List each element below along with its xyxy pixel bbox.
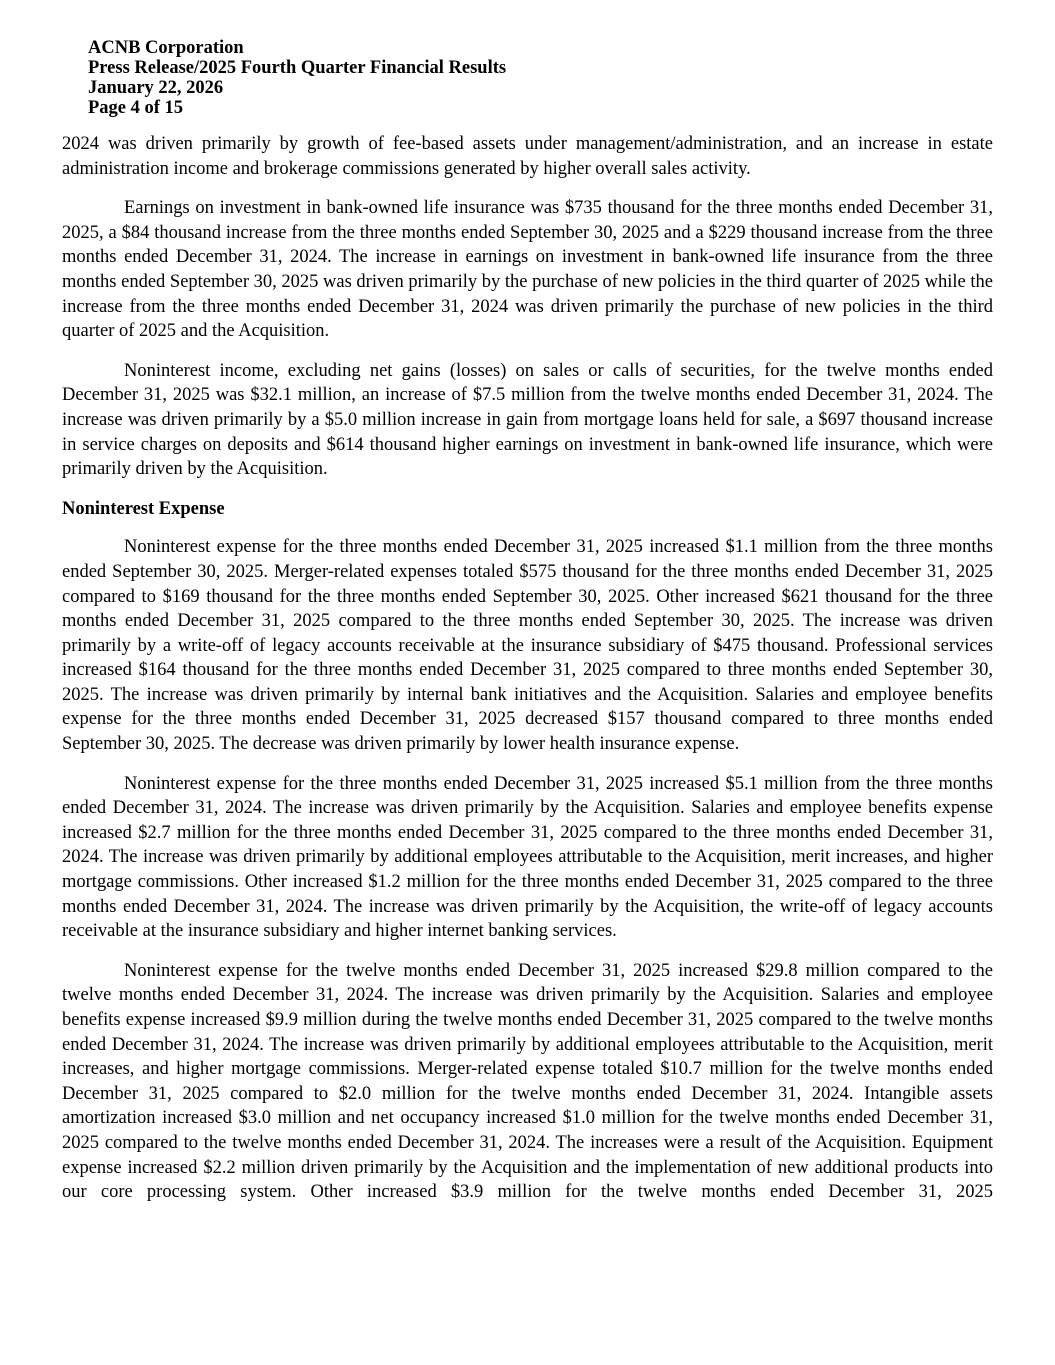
- company-name: ACNB Corporation: [88, 38, 244, 58]
- page-number: Page 4 of 15: [88, 98, 184, 118]
- paragraph-noninterest-income-twelve-months: Noninterest income, excluding net gains (losses) on sales or calls of securities, for the twelve months ended December 31, 2025 was $32.1 million, an increase of $7.5 million from the twelve months ended December 31, 2024. The increase was driven primarily by a $5.0 million increase in gain from mortgage loans held for sale, a $697 thousand increase in service charges on deposits and $614 thousand higher earnings on investment in bank-owned life insurance, which were primarily driven by the Acquisition.: [62, 360, 993, 480]
- document-body: [62, 132, 993, 1205]
- release-date: January 22, 2026: [88, 78, 224, 98]
- page-header: [88, 38, 506, 118]
- paragraph-expense-twelve-months: Noninterest expense for the twelve months ended December 31, 2025 increased $29.8 million compared to the twelve months ended December 31, 2024. The increase was driven primarily by the Acquisition. Salaries and employee benefits expense increased $9.9 million during the twelve months ended December 31, 2025 compared to the twelve months ended December 31, 2024. The increase was driven primarily by additional employees attributable to the Acquisition, merit increases, and higher mortgage commissions. Merger-related expense totaled $10.7 million for the twelve months ended December 31, 2025 compared to $2.0 million for the twelve months ended December 31, 2024. Intangible assets amortization increased $3.0 million and net occupancy increased $1.0 million for the twelve months ended December 31, 2025 compared to the twelve months ended December 31, 2024. The increases were a result of the Acquisition. Equipment expense increased $2.2 million driven primarily by the Acquisition and the implementation of new additional products into our core processing system. Other increased $3.9 million for the twelve months ended December 31, 2025: [62, 960, 993, 1203]
- paragraph-boli-earnings: Earnings on investment in bank-owned life insurance was $735 thousand for the three months ended December 31, 2025, a $84 thousand increase from the three months ended September 30, 2025 and a $229 thousand increase from the three months ended December 31, 2024. The increase in earnings on investment in bank-owned life insurance from the three months ended September 30, 2025 was driven primarily by the purchase of new policies in the third quarter of 2025 while the increase from the three months ended December 31, 2024 was driven primarily the purchase of new policies in the third quarter of 2025 and the Acquisition.: [62, 198, 993, 342]
- section-heading-noninterest-expense: Noninterest Expense: [62, 498, 225, 519]
- release-title: Press Release/2025 Fourth Quarter Financial Results: [88, 58, 507, 78]
- paragraph-expense-vs-prior-quarter: Noninterest expense for the three months ended December 31, 2025 increased $1.1 million from the three months ended September 30, 2025. Merger-related expenses totaled $575 thousand for the three months ended December 31, 2025 compared to $169 thousand for the three months ended September 30, 2025. Other increased $621 thousand for the three months ended December 31, 2025 compared to the three months ended September 30, 2025. The increase was driven primarily by a write-off of legacy accounts receivable at the insurance subsidiary of $475 thousand. Professional services increased $164 thousand for the three months ended December 31, 2025 compared to three months ended September 30, 2025. The increase was driven primarily by internal bank initiatives and the Acquisition. Salaries and employee benefits expense for the three months ended December 31, 2025 decreased $157 thousand compared to three months ended September 30, 2025. The decrease was driven primarily by lower health insurance expense.: [62, 537, 993, 755]
- paragraph-expense-vs-prior-year-quarter: Noninterest expense for the three months ended December 31, 2025 increased $5.1 million from the three months ended December 31, 2024. The increase was driven primarily by the Acquisition. Salaries and employee benefits expense increased $2.7 million for the three months ended December 31, 2025 compared to the three months ended December 31, 2024. The increase was driven primarily by additional employees attributable to the Acquisition, merit increases, and higher mortgage commissions. Other increased $1.2 million for the three months ended December 31, 2025 compared to the three months ended December 31, 2024. The increase was driven primarily by the Acquisition, the write-off of legacy accounts receivable at the insurance subsidiary and higher internet banking services.: [62, 773, 993, 942]
- paragraph-continuation: 2024 was driven primarily by growth of fee-based assets under management/administration, and an increase in estate administration income and brokerage commissions generated by higher overall sales activity.: [62, 134, 993, 179]
